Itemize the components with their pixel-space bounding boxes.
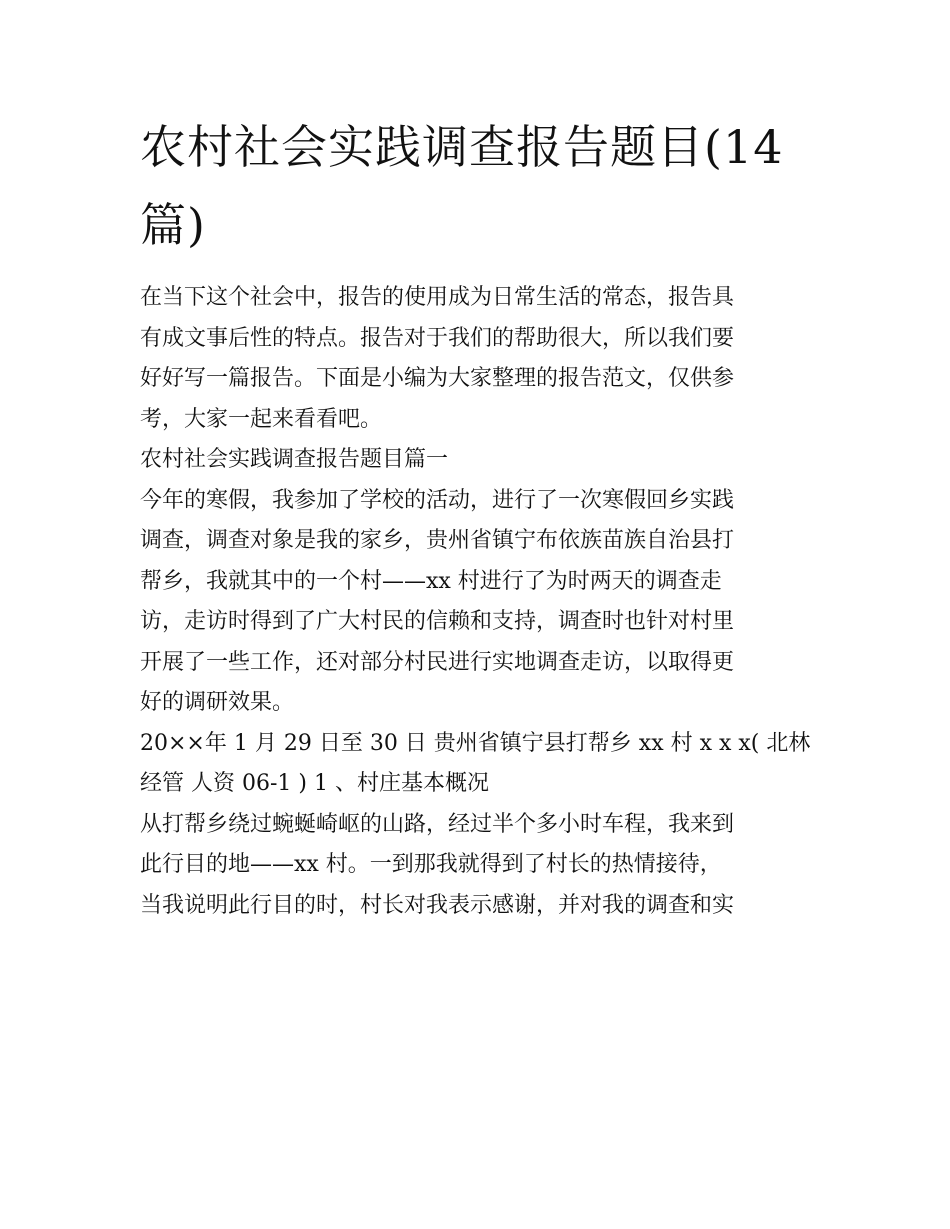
section-heading (140, 440, 812, 481)
text-line: 开展了一些工作，还对部分村民进行实地调查走访，以取得更 (140, 649, 735, 675)
text-line: 当我说明此行目的时，村长对我表示感谢，并对我的调查和实 (140, 892, 735, 918)
text-line: 好好写一篇报告。下面是小编为大家整理的报告范文，仅供参 (140, 366, 735, 391)
text-line: 帮乡，我就其中的一个村——xx 村进行了为时两天的调查走 (140, 568, 722, 594)
document-title (140, 108, 812, 264)
text-line: 此行目的地——xx 村。一到那我就得到了村长的热情接待， (140, 852, 722, 877)
document-body (140, 278, 812, 926)
body-paragraph-3 (140, 805, 812, 927)
text-line: 农村社会实践调查报告题目篇一 (140, 447, 449, 472)
intro-paragraph (140, 278, 812, 440)
text-line: 调查，调查对象是我的家乡，贵州省镇宁布依族苗族自治县打 (140, 528, 735, 553)
text-line: 20××年 1 月 29 日至 30 日 贵州省镇宁县打帮乡 xx 村 x x x( 北林 (140, 730, 811, 756)
text-line: 有成文事后性的特点。报告对于我们的帮助很大，所以我们要 (140, 325, 735, 351)
document-page (140, 108, 812, 926)
title-line-1: 农村社会实践调查报告题目(14 (140, 120, 784, 174)
text-line: 从打帮乡绕过蜿蜒崎岖的山路，经过半个多小时车程，我来到 (140, 811, 735, 837)
text-line: 经管 人资 06-1 ) 1 、村庄基本概况 (140, 771, 489, 796)
text-line: 在当下这个社会中，报告的使用成为日常生活的常态，报告具 (140, 285, 735, 310)
text-line: 今年的寒假，我参加了学校的活动，进行了一次寒假回乡实践 (140, 487, 735, 513)
body-paragraph-2 (140, 724, 812, 805)
text-line: 好的调研效果。 (140, 690, 295, 715)
title-line-2: 篇) (140, 198, 206, 252)
text-line: 考，大家一起来看看吧。 (140, 406, 383, 432)
text-line: 访，走访时得到了广大村民的信赖和支持，调查时也针对村里 (140, 609, 735, 634)
body-paragraph-1 (140, 481, 812, 724)
